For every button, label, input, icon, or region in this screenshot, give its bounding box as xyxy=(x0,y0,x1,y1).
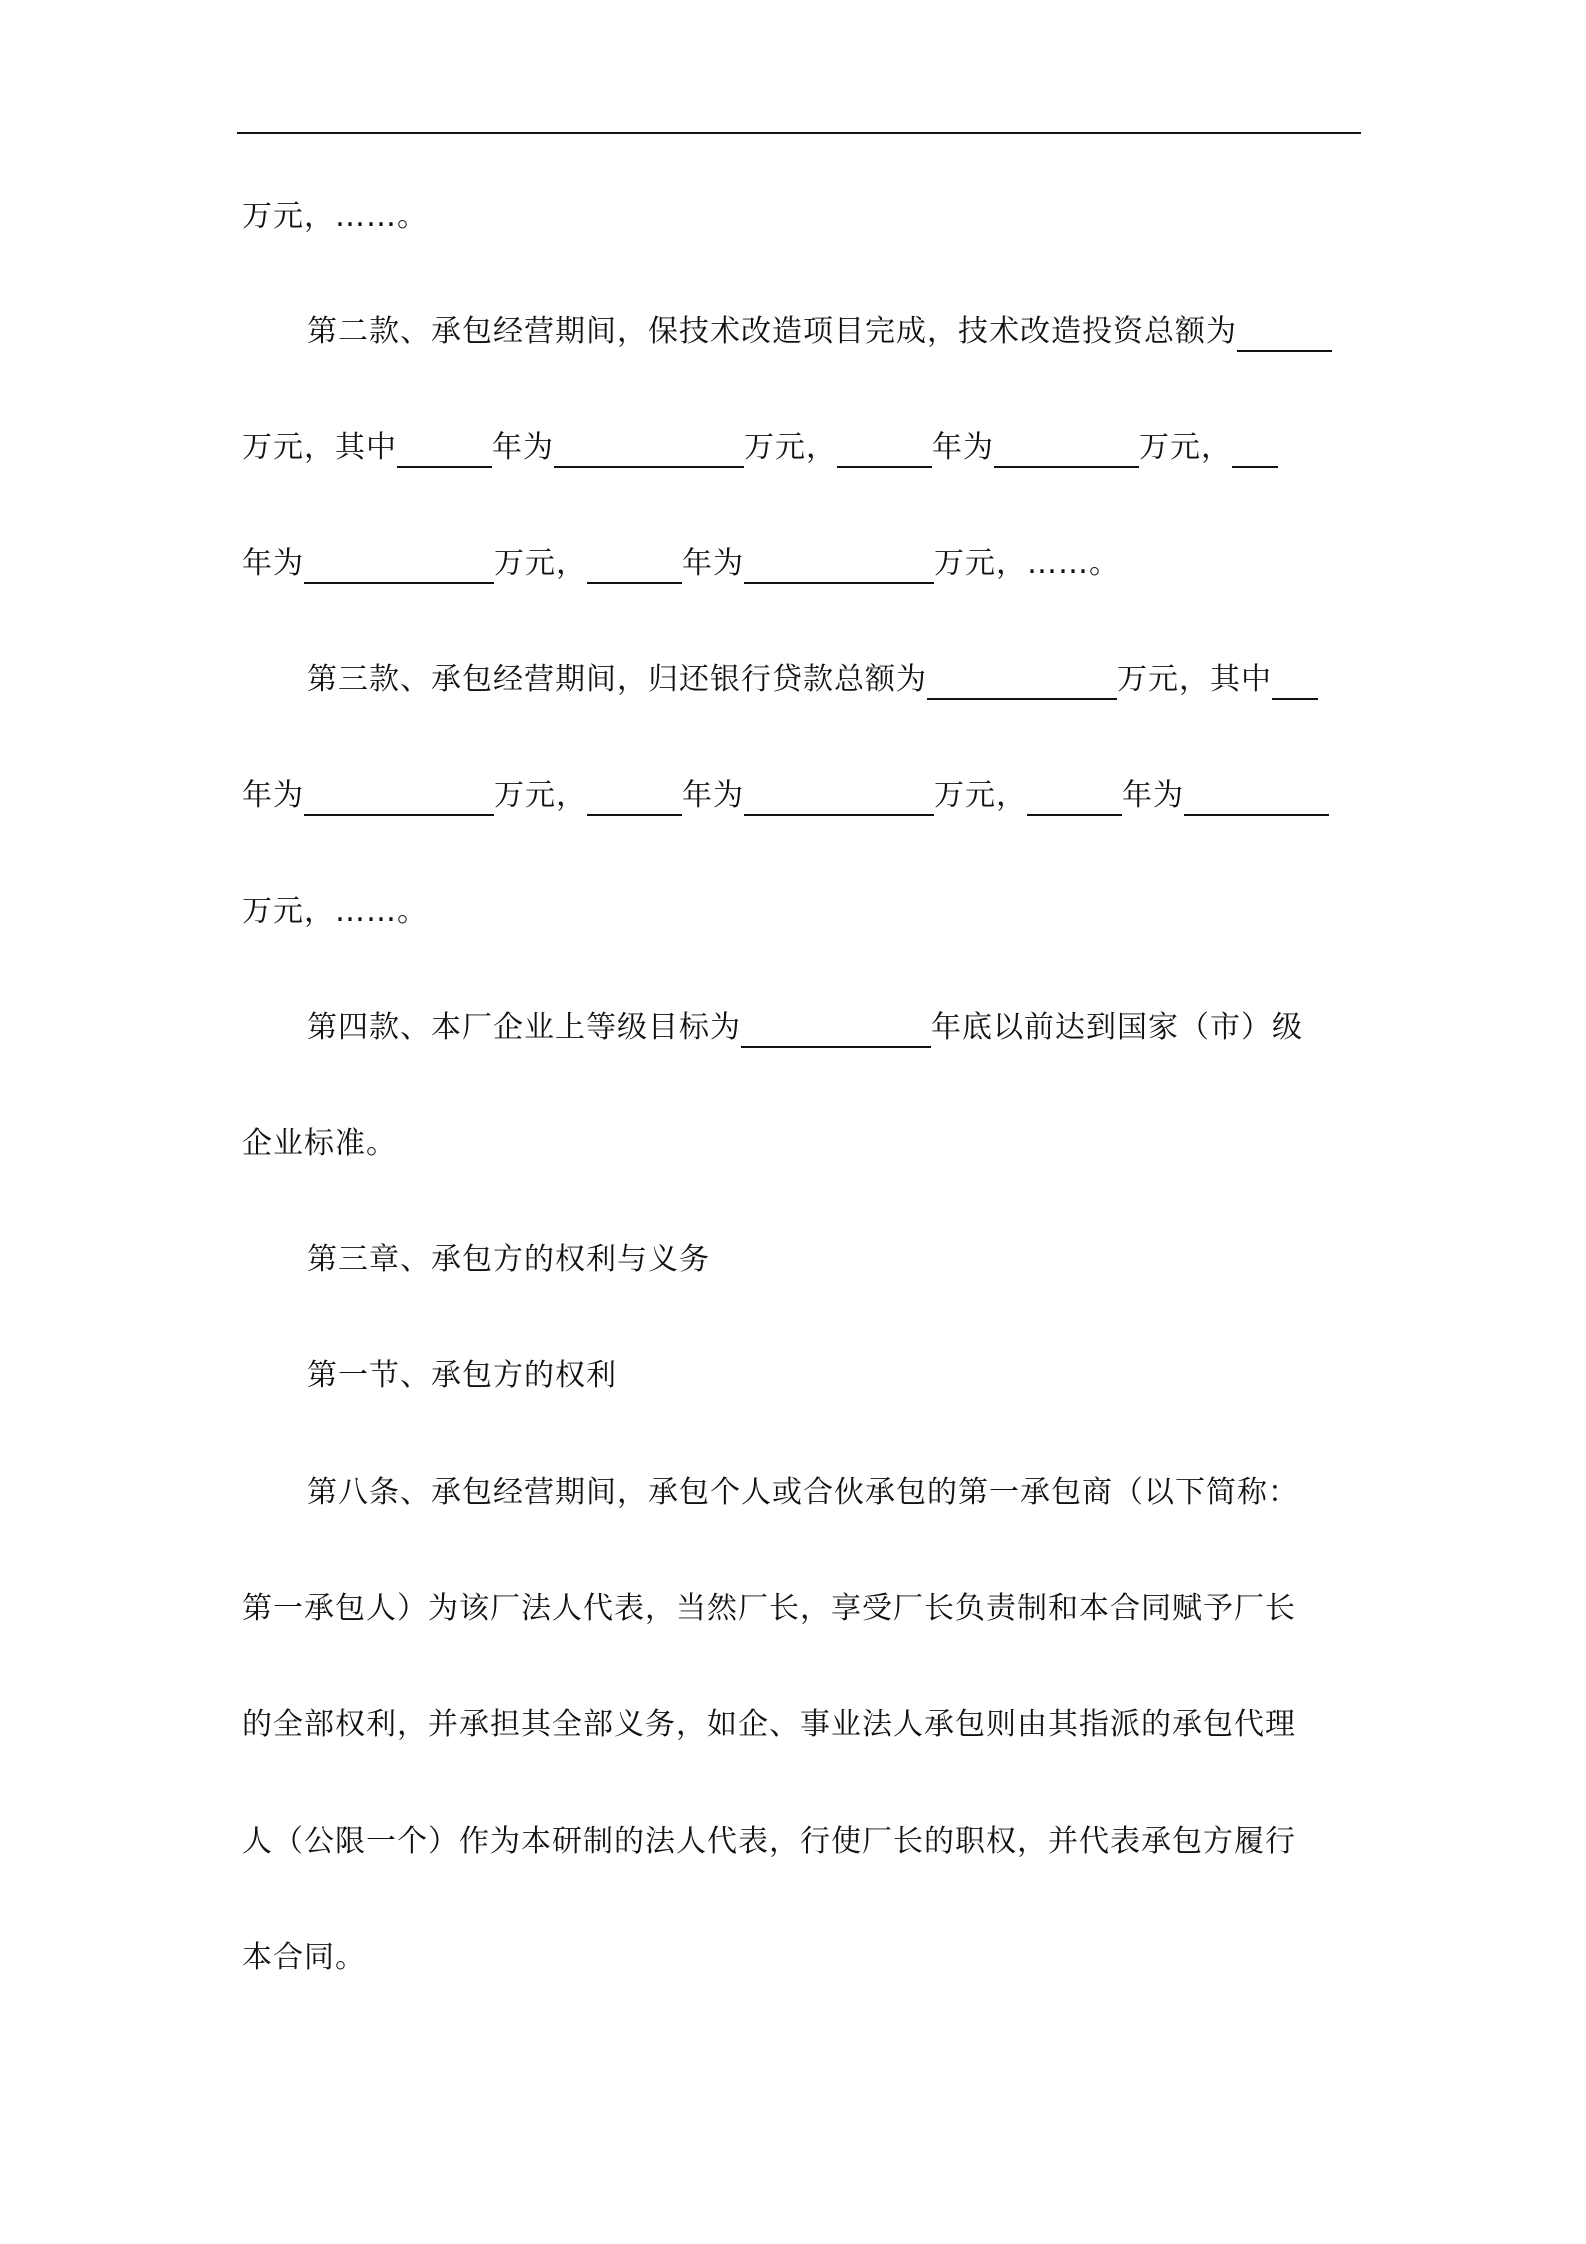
text: 万元， xyxy=(494,778,587,813)
clause-2-line-3 xyxy=(242,544,1120,584)
fill-blank xyxy=(744,550,934,584)
fill-blank xyxy=(994,434,1139,468)
text: 本合同。 xyxy=(242,1940,366,1975)
text: 人（公限一个）作为本研制的法人代表，行使厂长的职权，并代表承包方履行 xyxy=(242,1824,1296,1859)
fill-blank xyxy=(1232,434,1278,468)
header-rule xyxy=(237,132,1361,134)
clause-3-line-2 xyxy=(242,776,1329,816)
clause-3-line-1 xyxy=(307,660,1318,700)
fill-blank xyxy=(587,550,682,584)
fill-blank xyxy=(741,1014,931,1048)
fill-blank xyxy=(1184,782,1329,816)
article-8-line-5 xyxy=(242,1938,366,1978)
text: 第一承包人）为该厂法人代表，当然厂长，享受厂长负责制和本合同赋予厂长 xyxy=(242,1591,1296,1626)
text: 万元， xyxy=(744,430,837,465)
text: 年底以前达到国家（市）级 xyxy=(931,1010,1303,1045)
article-8-line-2 xyxy=(242,1589,1296,1629)
clause-3-line-3 xyxy=(242,892,428,932)
article-8-line-4 xyxy=(242,1822,1296,1862)
clause-4-line-2 xyxy=(242,1124,397,1164)
text: 年为 xyxy=(682,778,744,813)
chapter-heading xyxy=(307,1240,710,1280)
text: 第二款、承包经营期间，保技术改造项目完成，技术改造投资总额为 xyxy=(307,314,1237,349)
clause-2-line-1 xyxy=(307,312,1332,352)
text: 的全部权利，并承担其全部义务，如企、事业法人承包则由其指派的承包代理 xyxy=(242,1707,1296,1742)
fill-blank xyxy=(1027,782,1122,816)
fill-blank xyxy=(397,434,492,468)
fill-blank xyxy=(304,550,494,584)
text: 万元， xyxy=(494,546,587,581)
fill-blank xyxy=(304,782,494,816)
fill-blank xyxy=(1272,666,1318,700)
text: 第一节、承包方的权利 xyxy=(307,1358,617,1393)
fill-blank xyxy=(554,434,744,468)
text: 万元，其中 xyxy=(242,430,397,465)
text-line xyxy=(242,197,428,237)
text: 第四款、本厂企业上等级目标为 xyxy=(307,1010,741,1045)
text: 万元， xyxy=(1139,430,1232,465)
fill-blank xyxy=(1237,318,1332,352)
text: 第三款、承包经营期间，归还银行贷款总额为 xyxy=(307,662,927,697)
text: 年为 xyxy=(682,546,744,581)
text: 万元，……。 xyxy=(242,894,428,929)
article-8-line-1 xyxy=(307,1473,1299,1513)
text: 年为 xyxy=(242,778,304,813)
article-8-line-3 xyxy=(242,1705,1296,1745)
text: 第八条、承包经营期间，承包个人或合伙承包的第一承包商（以下简称： xyxy=(307,1475,1299,1510)
text: 企业标准。 xyxy=(242,1126,397,1161)
text: 第三章、承包方的权利与义务 xyxy=(307,1242,710,1277)
clause-2-line-2 xyxy=(242,428,1278,468)
fill-blank xyxy=(744,782,934,816)
text: 万元， xyxy=(934,778,1027,813)
text: 年为 xyxy=(242,546,304,581)
fill-blank xyxy=(837,434,932,468)
clause-4-line-1 xyxy=(307,1008,1303,1048)
text: 年为 xyxy=(492,430,554,465)
fill-blank xyxy=(587,782,682,816)
section-heading xyxy=(307,1356,617,1396)
text: 万元，……。 xyxy=(242,199,428,234)
text: 万元，……。 xyxy=(934,546,1120,581)
text: 万元，其中 xyxy=(1117,662,1272,697)
text: 年为 xyxy=(932,430,994,465)
fill-blank xyxy=(927,666,1117,700)
text: 年为 xyxy=(1122,778,1184,813)
